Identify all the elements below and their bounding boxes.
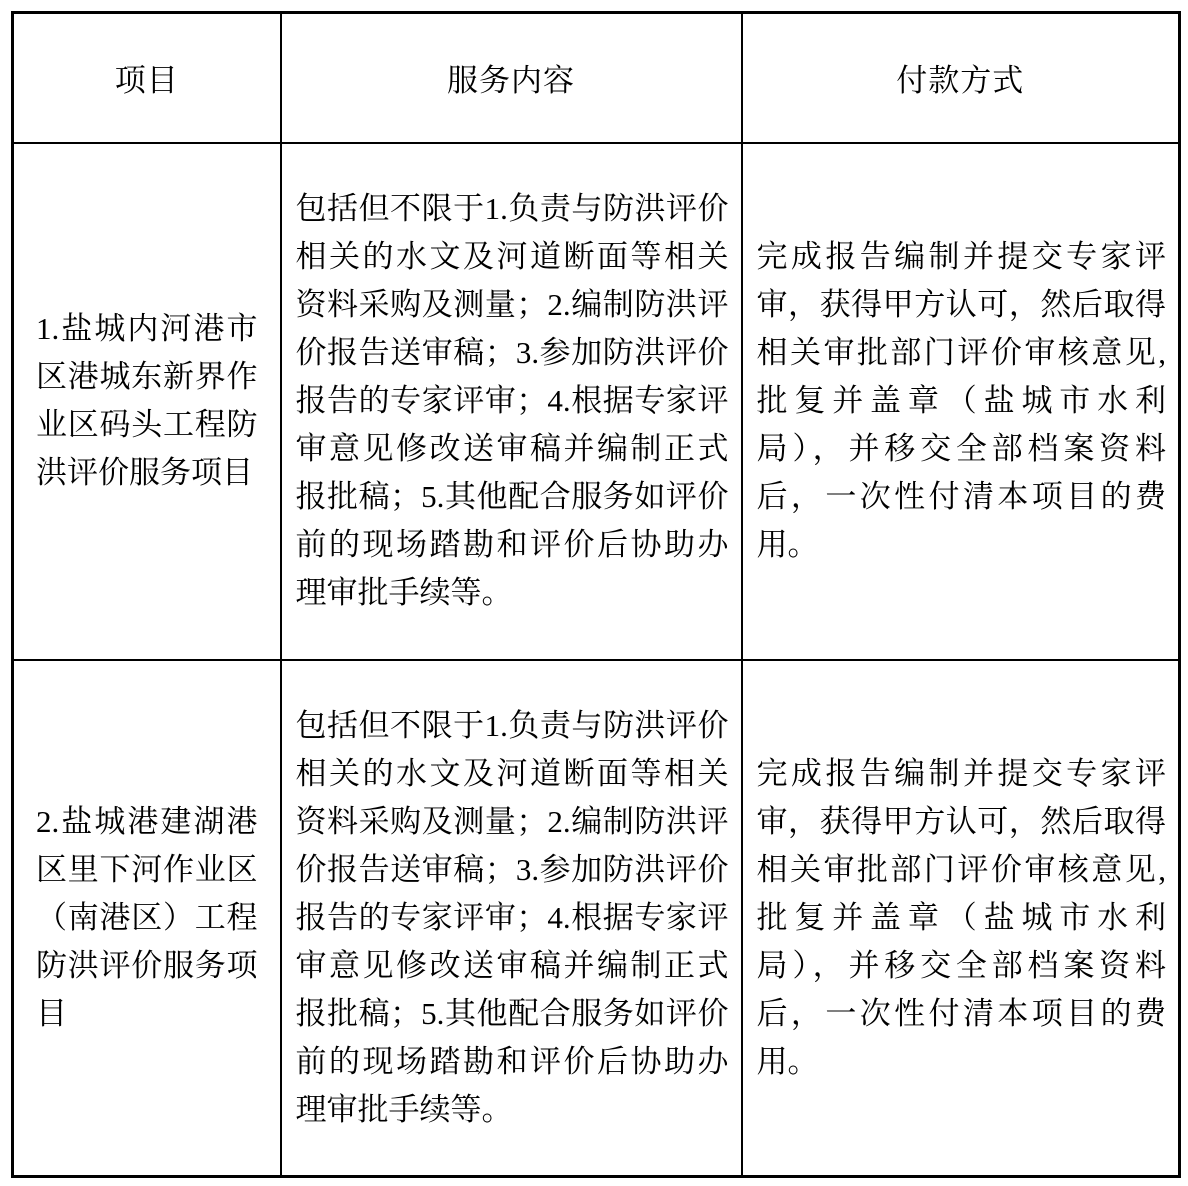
header-cell-payment: 付款方式	[742, 13, 1180, 143]
header-cell-project: 项目	[13, 13, 281, 143]
cell-project-1: 1.盐城内河港市区港城东新界作业区码头工程防洪评价服务项目	[13, 143, 281, 660]
cell-payment-1: 完成报告编制并提交专家评审，获得甲方认可，然后取得相关审批部门评价审核意见,批复并盖章（盐城市水利局），并移交全部档案资料后，一次性付清本项目的费用。	[742, 143, 1180, 660]
table-header-row	[13, 13, 1180, 143]
table-row	[13, 660, 1180, 1177]
cell-service-2: 包括但不限于1.负责与防洪评价相关的水文及河道断面等相关资料采购及测量；2.编制防洪评价报告送审稿；3.参加防洪评价报告的专家评审；4.根据专家评审意见修改送审稿并编制正式报批稿；5.其他配合服务如评价前的现场踏勘和评价后协助办理审批手续等。	[281, 660, 742, 1177]
cell-payment-2: 完成报告编制并提交专家评审，获得甲方认可，然后取得相关审批部门评价审核意见,批复并盖章（盐城市水利局），并移交全部档案资料后，一次性付清本项目的费用。	[742, 660, 1180, 1177]
table-row	[13, 143, 1180, 660]
service-contract-table	[11, 11, 1181, 1178]
cell-service-1: 包括但不限于1.负责与防洪评价相关的水文及河道断面等相关资料采购及测量；2.编制防洪评价报告送审稿；3.参加防洪评价报告的专家评审；4.根据专家评审意见修改送审稿并编制正式报批稿；5.其他配合服务如评价前的现场踏勘和评价后协助办理审批手续等。	[281, 143, 742, 660]
cell-project-2: 2.盐城港建湖港区里下河作业区（南港区）工程防洪评价服务项目	[13, 660, 281, 1177]
header-cell-service: 服务内容	[281, 13, 742, 143]
